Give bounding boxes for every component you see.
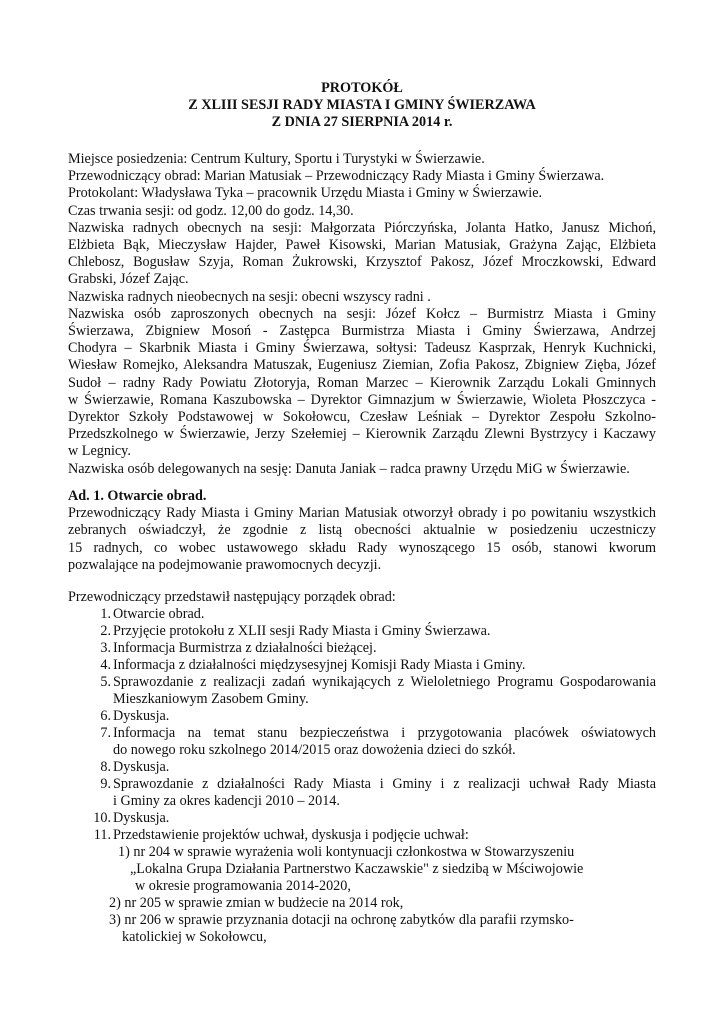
resolution-item-continuation	[122, 929, 657, 946]
agenda-text: Przedstawienie projektów uchwał, dyskusja i podjęcie uchwał:	[113, 827, 469, 843]
agenda-text: Sprawozdanie z realizacji zadań wynikających z Wieloletniego Programu Gospodarowania	[113, 674, 656, 690]
agenda-number: 4.	[100, 657, 111, 673]
session-date: Z DNIA 27 SIERPNIA 2014 r.	[271, 114, 453, 130]
present-councillors-line: Elżbieta Bąk, Mieczysław Hajder, Paweł Kisowski, Marian Matusiak, Grażyna Zając, Elżbieta	[68, 237, 656, 254]
resolution-item	[109, 912, 657, 929]
agenda-number: 8.	[100, 759, 111, 775]
agenda-text: Otwarcie obrad.	[113, 606, 205, 622]
resolution-text: „Lokalna Grupa Działania Partnerstwo Kaczawskie" z siedzibą w Mściwojowie	[130, 861, 584, 877]
resolution-text: w okresie programowania 2014-2020,	[135, 878, 351, 894]
guests-line: Przedszkolnego w Świerzawie, Jerzy Szełemiej – Kierownik Zarządu Zlewni Bystrzycy i Kaczawy	[68, 426, 656, 443]
agenda-number: 3.	[100, 640, 111, 656]
resolution-item	[118, 844, 658, 861]
session-title: Z XLIII SESJI RADY MIASTA I GMINY ŚWIERZAWA	[188, 97, 536, 113]
resolution-text: 2) nr 205 w sprawie zmian w budżecie na 2014 rok,	[109, 895, 404, 911]
document-title: PROTOKÓŁ	[321, 80, 403, 96]
guests-line: Chodyra – Skarbnik Miasta i Gminy Świerzawa, sołtysi: Tadeusz Kasprzak, Henryk Kuchnicki,	[68, 340, 656, 357]
agenda-text: Dyskusja.	[113, 810, 170, 826]
resolution-item	[109, 895, 657, 912]
agenda-number: 1.	[100, 606, 111, 622]
agenda-number: 10.	[93, 810, 111, 826]
agenda-text: Informacja Burmistrza z działalności bieżącej.	[113, 640, 377, 656]
guests-line: w Legnicy.	[68, 443, 131, 460]
agenda-number: 6.	[100, 708, 111, 724]
present-councillors-line: Chlebosz, Bogusław Szyja, Roman Żukrowski, Krzysztof Pakosz, Józef Mroczkowski, Edward	[68, 254, 656, 271]
resolution-item-continuation	[130, 861, 658, 878]
guests-line: Nazwiska osób zaproszonych obecnych na sesji: Józef Kołcz – Burmistrz Miasta i Gminy	[68, 305, 656, 322]
agenda-intro	[68, 589, 656, 606]
agenda-number: 9.	[100, 776, 111, 792]
resolution-text: 3) nr 206 w sprawie przyznania dotacji na ochronę zabytków dla parafii rzymsko-	[109, 912, 574, 928]
agenda-text: do nowego roku szkolnego 2014/2015 oraz dowożenia dzieci do szkół.	[113, 742, 516, 758]
guests-line: Świerzawa, Zbigniew Mosoń - Zastępca Burmistrza Miasta i Gminy Świerzawa, Andrzej	[68, 323, 656, 340]
resolution-text: katolickiej w Sokołowcu,	[122, 929, 267, 945]
agenda-number: 2.	[100, 623, 111, 639]
meeting-chair: Przewodniczący obrad: Marian Matusiak – Przewodniczący Rady Miasta i Gminy Świerzawa.	[68, 168, 605, 185]
delegated-persons: Nazwiska osób delegowanych na sesję: Danuta Janiak – radca prawny Urzędu MiG w Świerzawie.	[68, 460, 630, 477]
agenda-intro-text: Przewodniczący przedstawił następujący porządek obrad:	[68, 589, 396, 605]
present-councillors-line: Nazwiska radnych obecnych na sesji: Małgorzata Piórczyńska, Jolanta Hatko, Janusz Michoń,	[68, 219, 656, 236]
agenda-text: Dyskusja.	[113, 759, 170, 775]
paragraph-line: zebranych oświadczył, że zgodnie z listą obecności aktualnie w posiedzeniu uczestniczy	[68, 522, 656, 539]
paragraph-line: 15 radnych, co wobec ustawowego składu Rady wynoszącego 15 osób, stanowi kworum	[68, 539, 656, 556]
meta-section	[68, 151, 656, 478]
resolution-text: 1) nr 204 w sprawie wyrażenia woli kontynuacji członkostwa w Stowarzyszeniu	[118, 844, 575, 860]
guests-line: Dyrektor Szkoły Podstawowej w Sokołowcu, Czesław Leśniak – Dyrektor Zespołu Szkolno-	[68, 409, 656, 426]
guests-line: Wiesław Romejko, Aleksandra Matuszak, Eugeniusz Ziemian, Zofia Pakosz, Zbigniew Zięba, Józef	[68, 357, 656, 374]
paragraph-line: pozwalające na podejmowanie prawomocnych decyzji.	[68, 556, 382, 573]
agenda-text: Mieszkaniowym Zasobem Gminy.	[113, 691, 309, 707]
agenda-text: Przyjęcie protokołu z XLII sesji Rady Miasta i Gminy Świerzawa.	[113, 623, 491, 639]
agenda-number: 7.	[100, 725, 111, 741]
agenda-text: Informacja z działalności międzysesyjnej Komisji Rady Miasta i Gminy.	[113, 657, 526, 673]
agenda-text: i Gminy za okres kadencji 2010 – 2014.	[113, 793, 340, 809]
present-councillors-line: Grabski, Józef Zając.	[68, 271, 189, 288]
paragraph-line: Przewodniczący Rady Miasta i Gminy Marian Matusiak otworzył obrady i po powitaniu wszystkich	[68, 505, 656, 522]
section-heading: Ad. 1. Otwarcie obrad.	[68, 488, 207, 504]
meeting-recorder: Protokolant: Władysława Tyka – pracownik Urzędu Miasta i Gminy w Świerzawie.	[68, 185, 543, 202]
agenda-text: Informacja na temat stanu bezpieczeństwa i przygotowania placówek oświatowych	[113, 725, 656, 741]
absent-councillors: Nazwiska radnych nieobecnych na sesji: obecni wszyscy radni .	[68, 288, 431, 305]
agenda-text: Sprawozdanie z działalności Rady Miasta i Gminy i z realizacji uchwał Rady Miasta	[113, 776, 656, 792]
meeting-duration: Czas trwania sesji: od godz. 12,00 do godz. 14,30.	[68, 202, 354, 219]
guests-line: w Świerzawie, Romana Kaszubowska – Dyrektor Gimnazjum w Świerzawie, Wioleta Płoszczyca -	[68, 391, 656, 408]
meeting-place: Miejsce posiedzenia: Centrum Kultury, Sportu i Turystyki w Świerzawie.	[68, 151, 485, 167]
agenda-number: 5.	[100, 674, 111, 690]
guests-line: Sudoł – radny Rady Powiatu Złotoryja, Roman Marzec – Kierownik Zarządu Lokali Gminnych	[68, 374, 656, 391]
ad1-section	[68, 488, 656, 574]
agenda-text: Dyskusja.	[113, 708, 170, 724]
resolution-item-continuation	[135, 878, 655, 895]
agenda-number: 11.	[93, 827, 111, 843]
